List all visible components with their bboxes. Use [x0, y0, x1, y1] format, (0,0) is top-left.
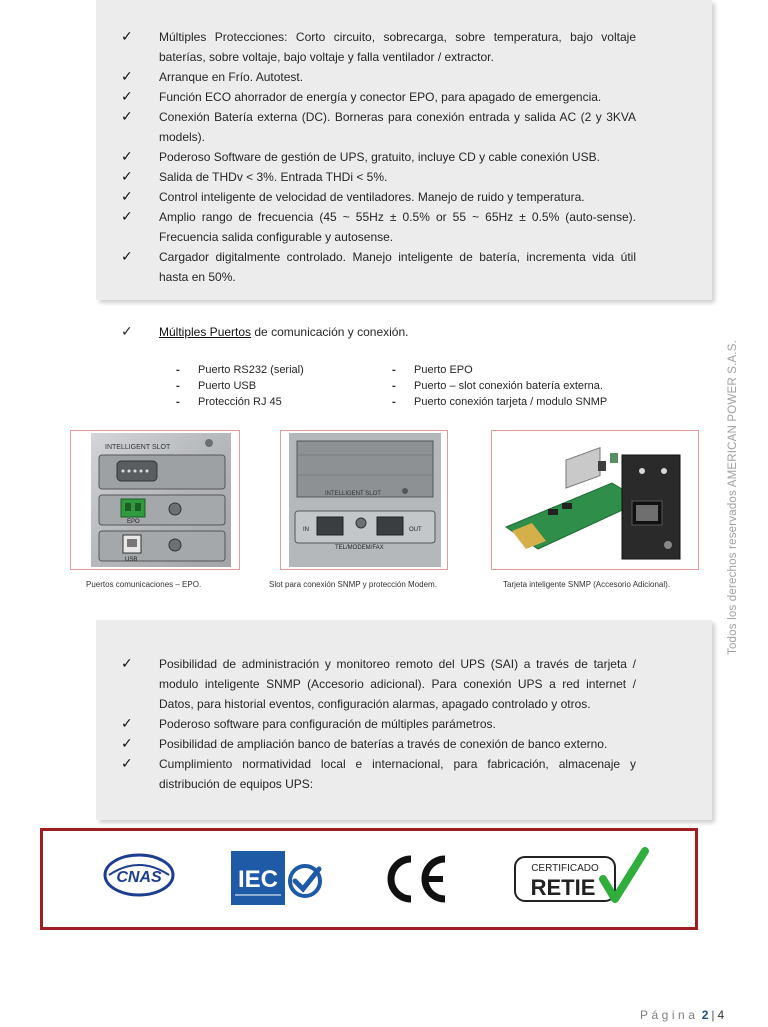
- feature-item: [121, 27, 636, 67]
- footer-page-number: 2: [701, 1008, 709, 1022]
- footer-page-label: Página: [640, 1008, 699, 1022]
- checkmark-icon: ✓: [121, 109, 133, 125]
- checkmark-icon: ✓: [121, 736, 133, 752]
- feature-item: [121, 67, 636, 87]
- features-list-top: [121, 27, 636, 287]
- certifications-box: [40, 828, 698, 930]
- port-item: [390, 394, 607, 410]
- feature-item: [121, 247, 636, 287]
- features-list-bottom: [121, 654, 636, 794]
- checkmark-icon: ✓: [121, 189, 133, 205]
- feature-text: Amplio rango de frecuencia (45 ~ 55Hz ± 0.5% or 55 ~ 65Hz ± 0.5% (auto-sense). Frecuencia salida configurable y autosense.: [159, 210, 636, 244]
- port-text: Puerto – slot conexión batería externa.: [414, 380, 603, 392]
- snmp-card-illustration: [492, 431, 698, 569]
- port-text: Puerto conexión tarjeta / modulo SNMP: [414, 396, 608, 408]
- feature-text: Salida de THDv < 3%. Entrada THDi < 5%.: [159, 170, 388, 184]
- photo-label-tel: TEL/MODEM/FAX: [335, 545, 384, 551]
- port-text: Puerto RS232 (serial): [198, 364, 304, 376]
- dash-bullet: -: [176, 380, 180, 392]
- feature-text: Posibilidad de administración y monitoreo remoto del UPS (SAI) a través de tarjeta / modulo inteligente SNMP (Accesorio adicional). Para conexión UPS a red internet / Datos, para historial eventos, configuración alarmas, apagado controlado y otros.: [159, 657, 636, 711]
- dash-bullet: -: [176, 396, 180, 408]
- checkmark-icon: ✓: [121, 656, 133, 672]
- feature-item: [121, 654, 636, 714]
- ports-list-left: [174, 362, 304, 410]
- retie-logo: [511, 845, 651, 907]
- page-footer: [640, 1008, 724, 1022]
- iec-logo-text: IEC: [237, 866, 279, 893]
- feature-text: Múltiples Protecciones: Corto circuito, sobrecarga, sobre temperatura, bajo voltaje baterías, sobre voltaje, bajo voltaje y falla ventilador / extractor.: [159, 30, 636, 64]
- ports-list-right: [390, 362, 607, 410]
- photo-label-out: OUT: [409, 527, 422, 533]
- caption-snmp-slot: Slot para conexión SNMP y protección Modem.: [269, 580, 437, 589]
- caption-snmp-card: Tarjeta inteligente SNMP (Accesorio Adicional).: [503, 580, 671, 589]
- port-text: Puerto EPO: [414, 364, 473, 376]
- feature-item: [121, 207, 636, 247]
- caption-communication-ports: Puertos comunicaciones – EPO.: [86, 580, 202, 589]
- feature-item: [121, 754, 636, 794]
- photo-label-intelligent-slot: INTELLIGENT SLOT: [105, 444, 171, 451]
- feature-text: Cargador digitalmente controlado. Manejo inteligente de batería, incrementa vida útil hasta en 50%.: [159, 250, 636, 284]
- dash-bullet: -: [392, 364, 396, 376]
- checkmark-icon: ✓: [121, 324, 133, 340]
- photo-snmp-card: [491, 430, 699, 570]
- ce-logo: [381, 853, 451, 905]
- feature-text: Control inteligente de velocidad de ventiladores. Manejo de ruido y temperatura.: [159, 190, 585, 204]
- ports-panel-illustration: [71, 431, 239, 569]
- feature-text: Posibilidad de ampliación banco de baterías a través de conexión de banco externo.: [159, 737, 608, 751]
- port-text: Puerto USB: [198, 380, 257, 392]
- photo-label-in: IN: [303, 527, 309, 533]
- port-item: [174, 394, 304, 410]
- checkmark-icon: ✓: [121, 209, 133, 225]
- footer-page-total: 4: [717, 1008, 725, 1022]
- retie-logo-main-text: RETIE: [530, 875, 596, 900]
- snmp-slot-illustration: [281, 431, 447, 569]
- port-item: [174, 362, 304, 378]
- checkmark-icon: ✓: [121, 69, 133, 85]
- port-item: [390, 362, 607, 378]
- retie-logo-top-text: CERTIFICADO: [531, 863, 599, 874]
- port-item: [174, 378, 304, 394]
- cnas-logo-text: CNAS: [116, 869, 162, 886]
- feature-text: Función ECO ahorrador de energía y conector EPO, para apagado de emergencia.: [159, 90, 602, 104]
- feature-text: Arranque en Frío. Autotest.: [159, 70, 304, 84]
- checkmark-icon: ✓: [121, 29, 133, 45]
- feature-item: [121, 714, 636, 734]
- photo-snmp-slot: [280, 430, 448, 570]
- footer-separator: |: [711, 1008, 715, 1022]
- photo-label-epo: EPO: [127, 519, 140, 525]
- checkmark-icon: ✓: [121, 89, 133, 105]
- feature-text: Conexión Batería externa (DC). Borneras para conexión entrada y salida AC (2 y 3KVA models).: [159, 110, 636, 144]
- dash-bullet: -: [392, 380, 396, 392]
- ports-heading-strong: Múltiples Puertos: [159, 325, 252, 339]
- copyright-side-text: Todos los derechos reservados AMERICAN POWER S.A.S.: [727, 339, 739, 655]
- feature-text: Poderoso Software de gestión de UPS, gratuito, incluye CD y cable conexión USB.: [159, 150, 600, 164]
- checkmark-icon: ✓: [121, 716, 133, 732]
- feature-text: Cumplimiento normatividad local e internacional, para fabricación, almacenaje y distribución de equipos UPS:: [159, 757, 636, 791]
- iec-logo: [231, 851, 327, 909]
- feature-text: Poderoso software para configuración de múltiples parámetros.: [159, 717, 496, 731]
- dash-bullet: -: [392, 396, 396, 408]
- checkmark-icon: ✓: [121, 149, 133, 165]
- cnas-logo: [103, 853, 175, 897]
- photo-label-slot: INTELLIGENT SLOT: [325, 491, 381, 497]
- port-item: [390, 378, 607, 394]
- port-text: Protección RJ 45: [198, 396, 282, 408]
- feature-item: [121, 87, 636, 107]
- checkmark-icon: ✓: [121, 169, 133, 185]
- photo-communication-ports: [70, 430, 240, 570]
- feature-item: [121, 107, 636, 147]
- photo-label-usb: USB: [125, 557, 138, 563]
- dash-bullet: -: [176, 364, 180, 376]
- ports-heading-rest: de comunicación y conexión.: [251, 325, 409, 339]
- feature-item: [121, 147, 636, 167]
- feature-item: [121, 734, 636, 754]
- checkmark-icon: ✓: [121, 756, 133, 772]
- feature-item: [121, 187, 636, 207]
- feature-item: [121, 167, 636, 187]
- checkmark-icon: ✓: [121, 249, 133, 265]
